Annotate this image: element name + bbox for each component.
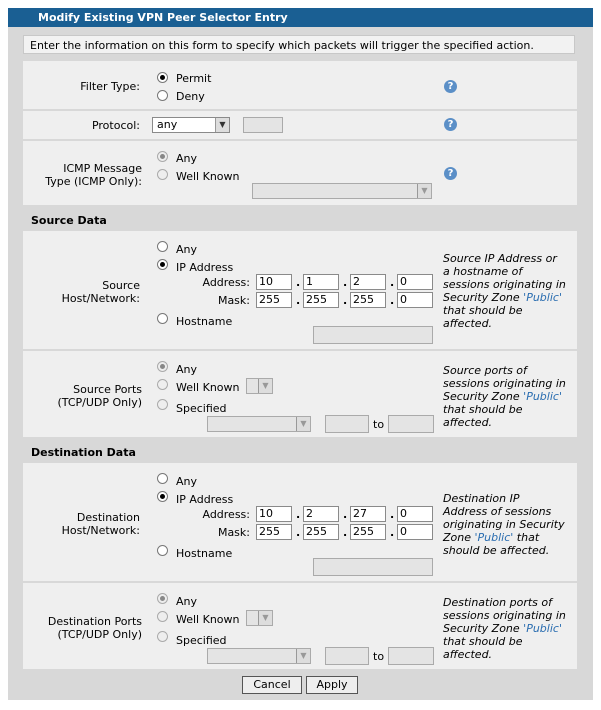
separator-dot: . [390,294,395,307]
chevron-down-icon: ▼ [258,379,272,393]
source-port-to-label: to [373,418,385,431]
icmp-help-icon[interactable]: ? [444,167,457,180]
separator-dot: . [343,294,348,307]
note-line: Security Zone [443,291,524,304]
destination-ports-label-line1: Destination Ports [47,615,142,628]
separator-dot: . [296,526,301,539]
source-any-label: Any [176,243,198,256]
chevron-down-icon: ▼ [296,417,310,431]
destination-host-label-line1: Destination [76,511,140,524]
protocol-label: Protocol: [91,119,140,132]
source-port-from-input[interactable] [325,415,369,433]
source-host-label-line1: Source [102,279,140,292]
apply-button[interactable]: Apply [306,676,358,694]
source-hostname-input[interactable] [313,326,433,344]
icmp-label-line2: Type (ICMP Only): [45,175,142,188]
source-mask-label: Mask: [217,294,250,307]
source-ports-help-text [443,364,575,429]
note-line: should be affected. [443,544,550,557]
source-address-octet-2[interactable]: 1 [303,274,339,290]
chevron-down-icon: ▼ [417,184,431,198]
note-line: affected. [443,317,493,330]
note-line: Source IP Address or [443,252,557,265]
protocol-value: any [157,118,178,131]
source-address-octet-1[interactable]: 10 [256,274,292,290]
source-ports-label-line1: Source Ports [73,383,142,396]
destination-ports-specified-radio[interactable] [157,631,168,642]
source-ports-wellknown-label: Well Known [176,381,240,394]
note-line: Zone [443,531,475,544]
destination-port-to-input[interactable] [388,647,434,665]
destination-mask-label: Mask: [217,526,250,539]
source-ip-label: IP Address [176,261,234,274]
icmp-type-select[interactable] [252,183,432,199]
destination-ports-help-text [443,596,575,661]
destination-ports-any-label: Any [176,595,198,608]
separator-dot: . [343,508,348,521]
note-line: Security Zone [443,390,524,403]
destination-address-octet-2[interactable]: 2 [303,506,339,522]
note-line: that should be [443,304,523,317]
source-mask-octet-2[interactable]: 255 [303,292,339,308]
source-ip-radio[interactable] [157,259,168,270]
destination-hostname-radio[interactable] [157,545,168,556]
destination-address-octet-1[interactable]: 10 [256,506,292,522]
note-line: sessions originating in [443,609,566,622]
source-ports-specified-label: Specified [176,402,227,415]
note-line: Destination ports of [443,596,552,609]
icmp-label-line1: ICMP Message [63,162,142,175]
separator-dot: . [343,276,348,289]
destination-port-from-input[interactable] [325,647,369,665]
destination-ports-any-radio[interactable] [157,593,168,604]
note-line: affected. [443,416,493,429]
note-line: that [513,531,540,544]
destination-ports-wellknown-label: Well Known [176,613,240,626]
filter-type-label: Filter Type: [80,80,140,93]
filter-help-icon[interactable]: ? [444,80,457,93]
note-line: that should be [443,403,523,416]
destination-address-octet-4[interactable]: 0 [397,506,433,522]
source-hostname-radio[interactable] [157,313,168,324]
destination-mask-octet-2[interactable]: 255 [303,524,339,540]
destination-ports-specified-select[interactable] [207,648,311,664]
source-mask-octet-1[interactable]: 255 [256,292,292,308]
destination-ports-wellknown-select[interactable] [246,610,273,626]
source-host-help-text [443,252,575,330]
intro-text: Enter the information on this form to specify which packets will trigger the specified action. [23,35,575,54]
source-ports-specified-radio[interactable] [157,399,168,410]
destination-hostname-input[interactable] [313,558,433,576]
protocol-select[interactable] [152,117,230,133]
dialog-title: Modify Existing VPN Peer Selector Entry [38,11,288,24]
separator-dot: . [390,276,395,289]
separator-dot: . [296,294,301,307]
source-ports-label-line2: (TCP/UDP Only) [57,396,142,409]
source-address-octet-4[interactable]: 0 [397,274,433,290]
destination-any-label: Any [176,475,198,488]
destination-ports-wellknown-radio[interactable] [157,611,168,622]
source-data-title: Source Data [31,214,107,227]
cancel-button[interactable]: Cancel [242,676,302,694]
dialog-title-bar [8,8,593,27]
destination-host-label-line2: Host/Network: [61,524,140,537]
source-mask-octet-4[interactable]: 0 [397,292,433,308]
icmp-any-label: Any [176,152,198,165]
filter-permit-label: Permit [176,72,212,85]
protocol-help-icon[interactable]: ? [444,118,457,131]
note-line: a hostname of [443,265,523,278]
source-hostname-label: Hostname [176,315,233,328]
filter-deny-label: Deny [176,90,205,103]
note-line: that should be [443,635,523,648]
zone-link[interactable]: 'Public' [523,622,562,635]
destination-data-heading [23,441,577,461]
source-ports-any-label: Any [176,363,198,376]
destination-ip-label: IP Address [176,493,234,506]
source-data-heading [23,209,577,229]
note-line: Security Zone [443,622,524,635]
filter-permit-radio[interactable] [157,72,168,83]
destination-any-radio[interactable] [157,473,168,484]
note-line: originating in Security [443,518,565,531]
note-line: affected. [443,648,493,661]
separator-dot: . [390,508,395,521]
separator-dot: . [343,526,348,539]
destination-mask-octet-4[interactable]: 0 [397,524,433,540]
separator-dot: . [390,526,395,539]
note-line: Source ports of [443,364,527,377]
destination-ports-label-line2: (TCP/UDP Only) [57,628,142,641]
source-ports-wellknown-radio[interactable] [157,379,168,390]
source-ports-wellknown-select[interactable] [246,378,273,394]
note-line: Destination IP [443,492,520,505]
destination-ip-radio[interactable] [157,491,168,502]
protocol-number-input[interactable] [243,117,283,133]
filter-deny-radio[interactable] [157,90,168,101]
note-line: Address of sessions [443,505,552,518]
destination-ports-specified-label: Specified [176,634,227,647]
source-port-to-input[interactable] [388,415,434,433]
destination-mask-octet-3[interactable]: 255 [350,524,386,540]
chevron-down-icon: ▼ [296,649,310,663]
zone-link[interactable]: 'Public' [523,390,562,403]
source-host-label-line2: Host/Network: [61,292,140,305]
source-address-label: Address: [202,276,250,289]
source-ports-specified-select[interactable] [207,416,311,432]
zone-link[interactable]: 'Public' [523,291,562,304]
destination-address-octet-3[interactable]: 27 [350,506,386,522]
chevron-down-icon: ▼ [258,611,272,625]
source-mask-octet-3[interactable]: 255 [350,292,386,308]
destination-data-title: Destination Data [31,446,136,459]
destination-port-to-label: to [373,650,385,663]
source-address-octet-3[interactable]: 2 [350,274,386,290]
destination-address-label: Address: [202,508,250,521]
note-line: sessions originating in [443,377,566,390]
chevron-down-icon: ▼ [215,118,229,132]
source-any-radio[interactable] [157,241,168,252]
destination-hostname-label: Hostname [176,547,233,560]
destination-mask-octet-1[interactable]: 255 [256,524,292,540]
source-ports-any-radio[interactable] [157,361,168,372]
icmp-wellknown-radio[interactable] [157,169,168,180]
separator-dot: . [296,276,301,289]
icmp-wellknown-label: Well Known [176,170,240,183]
note-line: sessions originating in [443,278,566,291]
zone-link[interactable]: 'Public' [474,531,514,544]
separator-dot: . [296,508,301,521]
destination-host-help-text [443,492,575,557]
icmp-any-radio[interactable] [157,151,168,162]
